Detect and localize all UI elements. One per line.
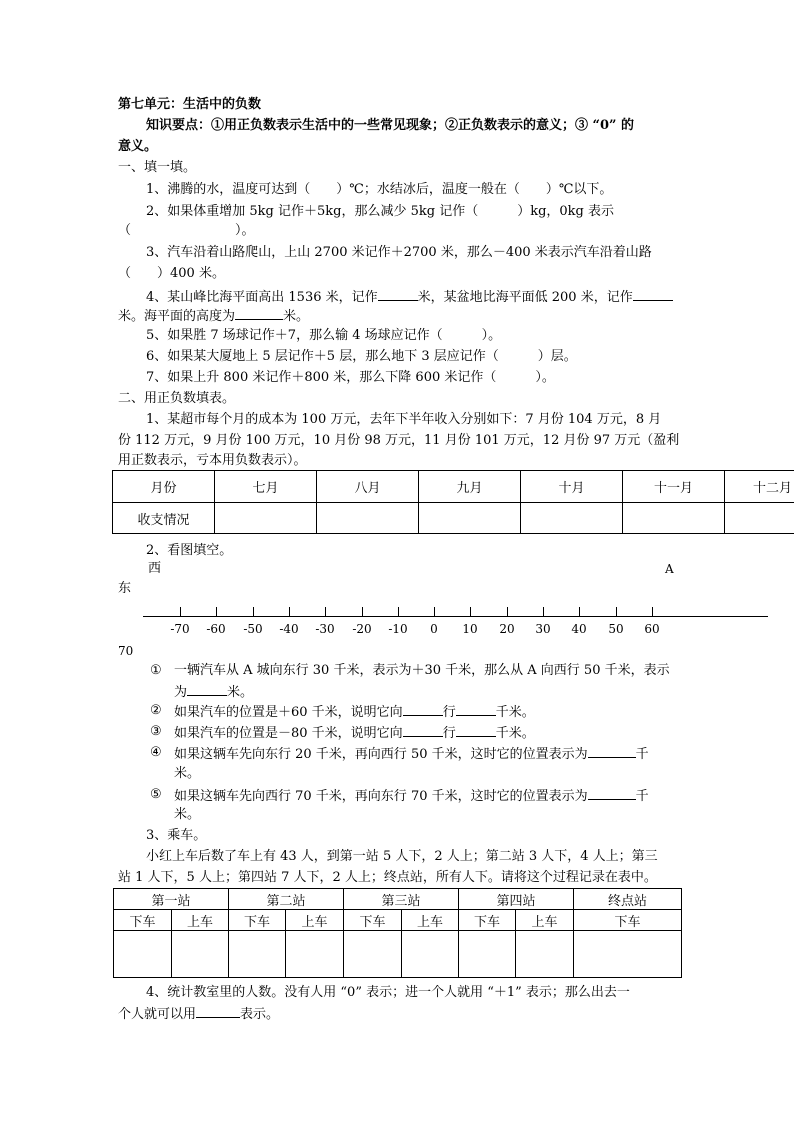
station-2-header: 第二站: [229, 889, 344, 910]
q2-item-5-line2: 米。: [174, 807, 201, 822]
answer-blank[interactable]: [633, 287, 673, 301]
answer-blank[interactable]: [403, 702, 443, 716]
s2-q1-line2: 份 112 万元，9 月份 100 万元，10 月份 98 万元，11 月份 101 万元，12 月份 97 万元（盈利: [118, 433, 680, 448]
number-line-tick: [616, 607, 617, 617]
q2-item-1-line2: [174, 682, 253, 702]
col-down: 下车: [229, 910, 286, 931]
unit-title: 第七单元：生活中的负数: [118, 97, 262, 112]
q2-item-1-text-c: 米。: [227, 685, 254, 700]
number-line-tick: [216, 607, 217, 617]
col-down: 下车: [459, 910, 516, 931]
s1-q6: 6、如果某大厦地上 5 层记作＋5 层，那么地下 3 层应记作（ ）层。: [146, 349, 577, 364]
q2-item-3-text-a: 如果汽车的位置是－80 千米，说明它向: [174, 726, 403, 741]
number-line-tick-label: 60: [644, 622, 660, 636]
q2-item-2-text-b: 行: [442, 705, 456, 720]
table-header-nov: 十一月: [623, 471, 725, 503]
col-up: 上车: [516, 910, 574, 931]
table-header-sep: 九月: [419, 471, 521, 503]
number-line-tick: [543, 607, 544, 617]
table-cell[interactable]: [317, 503, 419, 534]
table-header-jul: 七月: [215, 471, 317, 503]
col-up: 上车: [286, 910, 344, 931]
number-line-tick-label: -70: [170, 622, 190, 636]
west-label: 西: [148, 561, 162, 576]
number-line-axis: [143, 616, 768, 617]
number-line-tick: [434, 607, 435, 617]
table-cell[interactable]: [574, 931, 682, 978]
point-a-label: A: [665, 562, 674, 576]
q2-item-5-line1: [174, 786, 649, 806]
number-line-tick: [579, 607, 580, 617]
q2-item-4-mark: ④: [150, 745, 162, 760]
number-line-tick-label: -60: [206, 622, 226, 636]
s1-q5: 5、如果胜 7 场球记作＋7，那么输 4 场球应记作（ ）。: [146, 328, 502, 343]
key-points-line2: 意义。: [118, 139, 158, 154]
s1-q2-line2: （ ）。: [118, 223, 255, 238]
number-line-tick: [507, 607, 508, 617]
table-cell[interactable]: [344, 931, 402, 978]
s1-q4-line1: [146, 287, 673, 307]
east-label: 东: [118, 581, 132, 596]
section2-heading: 二、用正负数填表。: [118, 391, 236, 406]
answer-blank[interactable]: [403, 723, 443, 737]
number-line-tick-label: 20: [499, 622, 515, 636]
answer-blank[interactable]: [456, 702, 496, 716]
col-down: 下车: [344, 910, 402, 931]
number-line-tick: [652, 607, 653, 617]
s2-q1-line3: 用正数表示，亏本用负数表示）。: [118, 453, 307, 468]
terminal-header: 终点站: [574, 889, 682, 910]
number-line-tick-label: 0: [430, 622, 438, 636]
number-line-tick-label: 40: [571, 622, 587, 636]
s2-q4-line1: 4、统计教室里的人数。没有人用 “0” 表示；进一个人就用 “＋1” 表示；那么出去一: [146, 985, 630, 1000]
answer-blank[interactable]: [187, 682, 227, 696]
q2-item-4-text-b: 千: [635, 747, 649, 762]
number-line-tick: [362, 607, 363, 617]
q2-item-5-mark: ⑤: [150, 787, 162, 802]
number-line-tick-label: 10: [462, 622, 478, 636]
bus-table: [113, 888, 682, 978]
number-line-tick-label: -30: [315, 622, 335, 636]
col-up: 上车: [402, 910, 459, 931]
number-line-tick: [253, 607, 254, 617]
q2-item-1-text-b: 为: [174, 685, 188, 700]
number-line-tick-label: 30: [535, 622, 551, 636]
q2-item-5-text-a: 如果这辆车先向西行 70 千米，再向东行 70 千米，这时它的位置表示为: [174, 789, 588, 804]
answer-blank[interactable]: [235, 306, 283, 320]
s1-q4-text-b: 米，某盆地比海平面低 200 米，记作: [417, 290, 633, 305]
col-up: 上车: [172, 910, 229, 931]
number-line-tick-label: -50: [243, 622, 263, 636]
table-cell[interactable]: [114, 931, 172, 978]
q2-item-5-text-b: 千: [635, 789, 649, 804]
q2-item-4-line1: [174, 744, 649, 764]
number-line-tick-label: -20: [352, 622, 372, 636]
s2-q1-line1: 1、某超市每个月的成本为 100 万元，去年下半年收入分别如下：7 月份 104 万元，8 月: [146, 412, 662, 427]
table-row-label: 收支情况: [113, 503, 215, 534]
table-cell[interactable]: [419, 503, 521, 534]
answer-blank[interactable]: [588, 786, 636, 800]
number-line-tick: [470, 607, 471, 617]
table-header-aug: 八月: [317, 471, 419, 503]
q2-item-3-mark: ③: [150, 724, 162, 739]
q2-item-4-line2: 米。: [174, 766, 201, 781]
number-line-tick: [180, 607, 181, 617]
s1-q4-text-d: 米。: [283, 309, 310, 324]
s1-q3-line2: （ ）400 米。: [118, 266, 225, 281]
s1-q4-line2: [118, 306, 309, 326]
s2-q4-text-a: 个人就可以用: [118, 1007, 197, 1022]
table-cell[interactable]: [229, 931, 286, 978]
s1-q4-text-c: 米。海平面的高度为: [118, 309, 236, 324]
answer-blank[interactable]: [196, 1004, 240, 1018]
table-header-oct: 十月: [521, 471, 623, 503]
table-cell[interactable]: [402, 931, 459, 978]
q2-item-3-text-c: 千米。: [495, 726, 535, 741]
s2-q4-line2: [118, 1004, 279, 1024]
answer-blank[interactable]: [456, 723, 496, 737]
q2-item-3: [174, 723, 535, 743]
table-cell[interactable]: [172, 931, 229, 978]
table-header-dec: 十二月: [725, 471, 794, 503]
number-line-tick: [325, 607, 326, 617]
income-table: [112, 470, 794, 534]
table-cell[interactable]: [459, 931, 516, 978]
q2-item-1-line1: 一辆汽车从 A 城向东行 30 千米，表示为＋30 千米，那么从 A 向西行 50 千米，表示: [174, 663, 670, 678]
s2-q3-heading: 3、乘车。: [146, 828, 207, 843]
q2-item-2-text-c: 千米。: [495, 705, 535, 720]
station-1-header: 第一站: [114, 889, 229, 910]
overflow-tick-label: 70: [118, 644, 134, 658]
col-down: 下车: [574, 910, 682, 931]
table-cell[interactable]: [521, 503, 623, 534]
s1-q7: 7、如果上升 800 米记作＋800 米，那么下降 600 米记作（ ）。: [146, 370, 555, 385]
s2-q3-line2: 站 1 人下，5 人上；第四站 7 人下，2 人上；终点站，所有人下。请将这个过程记录在表中。: [118, 870, 657, 885]
table-cell[interactable]: [215, 503, 317, 534]
station-4-header: 第四站: [459, 889, 574, 910]
s1-q4-text-a: 4、某山峰比海平面高出 1536 米，记作: [146, 290, 378, 305]
s1-q2-line1: 2、如果体重增加 5kg 记作＋5kg，那么减少 5kg 记作（ ）kg，0kg 表示: [146, 204, 615, 219]
answer-blank[interactable]: [588, 744, 636, 758]
table-cell[interactable]: [623, 503, 725, 534]
answer-blank[interactable]: [378, 287, 418, 301]
s2-q2-heading: 2、看图填空。: [146, 543, 233, 558]
s1-q1: 1、沸腾的水，温度可达到（ ）℃；水结冰后，温度一般在（ ）℃以下。: [146, 182, 613, 197]
q2-item-1-mark: ①: [150, 663, 162, 678]
table-header-month: 月份: [113, 471, 215, 503]
section1-heading: 一、填一填。: [118, 160, 197, 175]
s1-q3-line1: 3、汽车沿着山路爬山，上山 2700 米记作＋2700 米，那么－400 米表示汽车沿着山路: [146, 245, 652, 260]
station-3-header: 第三站: [344, 889, 459, 910]
number-line-tick-label: -10: [388, 622, 408, 636]
q2-item-3-text-b: 行: [442, 726, 456, 741]
table-cell[interactable]: [725, 503, 794, 534]
q2-item-2-mark: ②: [150, 703, 162, 718]
key-points-line1: 知识要点：①用正负数表示生活中的一些常见现象；②正负数表示的意义；③ “0” 的: [146, 118, 635, 133]
col-down: 下车: [114, 910, 172, 931]
number-line-tick-label: -40: [279, 622, 299, 636]
number-line-tick: [398, 607, 399, 617]
q2-item-4-text-a: 如果这辆车先向东行 20 千米，再向西行 50 千米，这时它的位置表示为: [174, 747, 588, 762]
table-cell[interactable]: [516, 931, 574, 978]
q2-item-2: [174, 702, 535, 722]
number-line-tick-label: 50: [608, 622, 624, 636]
table-cell[interactable]: [286, 931, 344, 978]
number-line-tick: [289, 607, 290, 617]
s2-q3-line1: 小红上车后数了车上有 43 人，到第一站 5 人下，2 人上；第二站 3 人下，4 人上；第三: [146, 849, 658, 864]
q2-item-2-text-a: 如果汽车的位置是＋60 千米，说明它向: [174, 705, 403, 720]
s2-q4-text-b: 表示。: [240, 1007, 280, 1022]
